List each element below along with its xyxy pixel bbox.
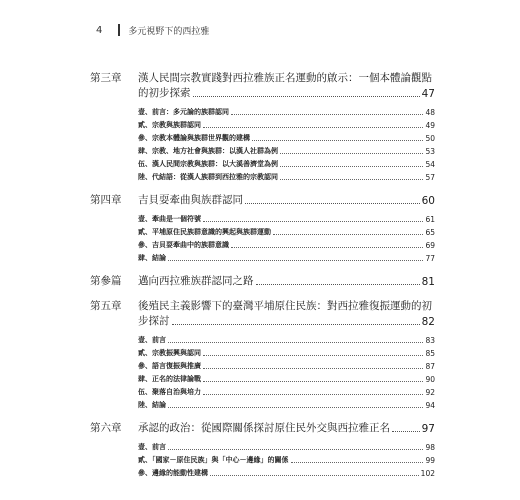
dot-leader	[168, 449, 423, 450]
chapter-page: 60	[421, 195, 435, 207]
section-title: 壹、前言：多元論的族群認同	[138, 107, 229, 116]
header-divider	[118, 24, 120, 36]
dot-leader	[231, 114, 423, 115]
section-title: 貳、平埔原住民族群意識的興起與族群運動	[138, 227, 271, 236]
section-page: 99	[425, 456, 435, 465]
toc-section[interactable]	[90, 332, 435, 345]
toc-section[interactable]	[90, 117, 435, 130]
section-page: 87	[425, 362, 435, 371]
section-page: 48	[425, 108, 435, 117]
chapter-page: 82	[421, 316, 435, 328]
chapter-title: 承認的政治：從國際關係探討原住民外交與西拉雅正名	[138, 422, 390, 434]
dot-leader	[203, 221, 423, 222]
section-page: 98	[425, 443, 435, 452]
dot-leader	[168, 260, 423, 261]
section-page: 53	[425, 147, 435, 156]
toc-section[interactable]	[90, 130, 435, 143]
section-page: 65	[425, 228, 435, 237]
section-title: 陸、結論	[138, 400, 166, 409]
chapter-label: 第四章	[90, 194, 122, 206]
chapter-title-continued: 的初步探索	[138, 87, 191, 99]
toc-chapter-3-continued[interactable]	[90, 85, 435, 100]
dot-leader	[280, 166, 423, 167]
toc-section[interactable]	[90, 169, 435, 182]
toc-part-3[interactable]	[90, 273, 435, 288]
chapter-page: 47	[421, 88, 435, 100]
part-label: 第參篇	[90, 275, 122, 287]
section-title: 參、語言復振與推廣	[138, 361, 201, 370]
section-title: 貳、宗教振興與認同	[138, 348, 201, 357]
chapter-title-continued: 步探討	[138, 315, 170, 327]
toc-section[interactable]	[90, 224, 435, 237]
section-page: 90	[425, 375, 435, 384]
dot-leader	[280, 153, 423, 154]
toc-section[interactable]	[90, 465, 435, 478]
page-number: 4	[96, 24, 103, 36]
dot-leader	[392, 431, 420, 432]
section-title: 伍、漢人民間宗教與族群：以大溪善濟堂為例	[138, 159, 278, 168]
toc-chapter-3[interactable]	[90, 70, 435, 85]
section-title: 壹、前言	[138, 442, 166, 451]
section-title: 貳、宗教與族群認同	[138, 120, 201, 129]
toc-section[interactable]	[90, 211, 435, 224]
toc-section[interactable]	[90, 237, 435, 250]
dot-leader	[203, 355, 423, 356]
chapter-title: 漢人民間宗教實踐對西拉雅族正名運動的啟示：一個本體論觀點	[138, 72, 432, 84]
table-of-contents	[90, 70, 435, 478]
toc-section[interactable]	[90, 358, 435, 371]
dot-leader	[172, 324, 420, 325]
dot-leader	[231, 247, 423, 248]
toc-section[interactable]	[90, 439, 435, 452]
toc-chapter-6[interactable]	[90, 420, 435, 435]
section-page: 102	[420, 469, 435, 478]
toc-section[interactable]	[90, 371, 435, 384]
section-title: 肆、結論	[138, 253, 166, 262]
section-title: 肆、宗教、地方社會與族群：以漢人社群為例	[138, 146, 278, 155]
section-page: 54	[425, 160, 435, 169]
dot-leader	[203, 127, 423, 128]
running-header	[96, 22, 209, 38]
toc-section[interactable]	[90, 345, 435, 358]
chapter-label: 第三章	[90, 72, 122, 84]
dot-leader	[252, 140, 423, 141]
section-page: 85	[425, 349, 435, 358]
part-page: 81	[421, 276, 435, 288]
dot-leader	[203, 368, 423, 369]
section-title: 壹、牽曲是一個符號	[138, 214, 201, 223]
book-title: 多元視野下的西拉雅	[128, 26, 210, 37]
toc-section[interactable]	[90, 397, 435, 410]
chapter-title: 後殖民主義影響下的臺灣平埔原住民族：對西拉雅復振運動的初	[138, 300, 432, 312]
toc-chapter-4[interactable]	[90, 192, 435, 207]
section-page: 77	[425, 254, 435, 263]
toc-section[interactable]	[90, 452, 435, 465]
toc-section[interactable]	[90, 250, 435, 263]
section-page: 57	[425, 173, 435, 182]
section-page: 69	[425, 241, 435, 250]
dot-leader	[193, 96, 420, 97]
section-title: 參、邊緣的能動性建構	[138, 468, 208, 477]
dot-leader	[168, 342, 423, 343]
part-title: 邁向西拉雅族群認同之路	[138, 275, 254, 287]
dot-leader	[273, 234, 423, 235]
section-page: 92	[425, 388, 435, 397]
section-title: 參、吉貝耍牽曲中的族群意識	[138, 240, 229, 249]
section-page: 50	[425, 134, 435, 143]
section-title: 肆、正名的法律論戰	[138, 374, 201, 383]
toc-chapter-5-continued[interactable]	[90, 313, 435, 328]
dot-leader	[203, 394, 423, 395]
dot-leader	[245, 203, 420, 204]
dot-leader	[203, 381, 423, 382]
dot-leader	[280, 179, 423, 180]
toc-section[interactable]	[90, 143, 435, 156]
section-page: 83	[425, 336, 435, 345]
toc-section[interactable]	[90, 384, 435, 397]
section-page: 49	[425, 121, 435, 130]
section-title: 伍、聚落自治與培力	[138, 387, 201, 396]
chapter-label: 第五章	[90, 300, 122, 312]
dot-leader	[291, 462, 424, 463]
section-title: 壹、前言	[138, 335, 166, 344]
chapter-title: 吉貝耍牽曲與族群認同	[138, 194, 243, 206]
section-title: 參、宗教本體論與族群世界觀的建構	[138, 133, 250, 142]
section-title: 貳、「國家－原住民族」與「中心－邊緣」的關係	[138, 455, 289, 464]
section-page: 94	[425, 401, 435, 410]
dot-leader	[168, 407, 423, 408]
chapter-label: 第六章	[90, 422, 122, 434]
chapter-page: 97	[421, 423, 435, 435]
toc-section[interactable]	[90, 156, 435, 169]
toc-chapter-5[interactable]	[90, 298, 435, 313]
dot-leader	[256, 284, 420, 285]
section-page: 61	[425, 215, 435, 224]
toc-section[interactable]	[90, 104, 435, 117]
dot-leader	[210, 475, 419, 476]
section-title: 陸、代結語：從漢人族群到西拉雅的宗教認同	[138, 172, 278, 181]
